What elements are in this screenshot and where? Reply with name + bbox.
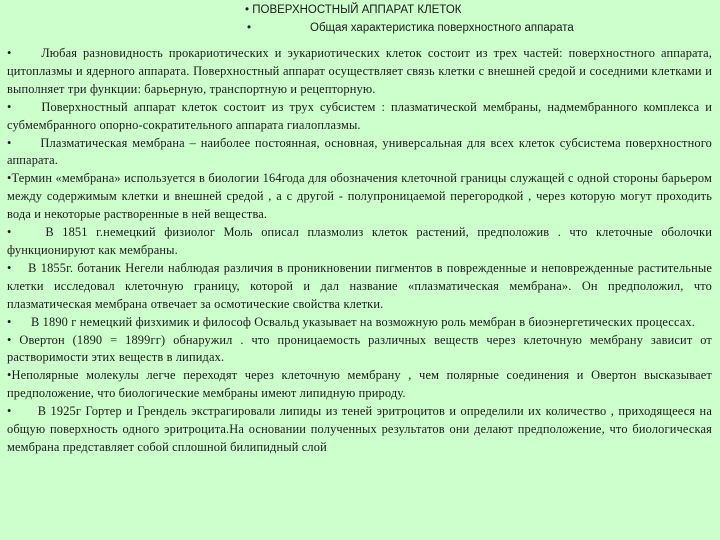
paragraph	[7, 170, 712, 224]
paragraph	[7, 332, 712, 368]
paragraph-text: Поверхностный аппарат клеток состоит из трух субсистем : плазматической мембраны, надмембранного комплекса и субмембранного опорно-сократительного аппарата гиалоплазмы.	[7, 99, 712, 132]
subtitle-line	[7, 21, 712, 45]
paragraph-bullet: •	[7, 135, 41, 150]
title-heading: ПОВЕРХНОСТНЫЙ АППАРАТ КЛЕТОК	[252, 4, 462, 16]
paragraph-text: В 1855г. ботаник Негели наблюдая различия в проникновении пигментов в поврежденные и неповрежденные растительные клетки исследовал клеточную границу, которой и дал название «плазматическая мембрана». Он предположил, что плазматическая мембрана отвечает за осмотические свойства клетки.	[7, 260, 712, 311]
paragraph-bullet: •	[7, 332, 20, 347]
title-heading-line	[7, 3, 712, 21]
paragraph-text: Неполярные молекулы легче переходят через клеточную мембрану , чем полярные соединения и Овертон высказывает предположение, что биологические мембраны имеют липидную природу.	[7, 368, 712, 401]
paragraph-text: В 1925г Гортер и Грендель экстрагировали липиды из теней эритроцитов и определили их количество , приходящееся на общую поверхность одного эритроцита.На основании полученных результатов они делают предположение, что биологическая мембрана представляет собой сплошной билипидный слой	[7, 404, 712, 454]
paragraph-bullet: •	[7, 314, 31, 329]
paragraph-bullet: •	[7, 99, 42, 114]
paragraph	[7, 99, 712, 135]
paragraph-bullet: •	[7, 225, 46, 240]
body-text	[7, 45, 712, 457]
paragraph	[7, 45, 712, 99]
paragraph-text: В 1890 г немецкий физхимик и философ Освальд указывает на возможную роль мембран в биоэнергетических процессах.	[30, 314, 695, 329]
paragraph-bullet: •	[7, 404, 38, 419]
title-bullet: •	[245, 4, 250, 16]
paragraph-text: Любая разновидность прокариотических и эукариотических клеток состоит из трех частей: поверхностного аппарата, цитоплазмы и ядерного аппарата. Поверхностный аппарат осуществляет связь клетки с внешней средой и соседними клетками и выполняет три функции: барьерную, транспортную и рецепторную.	[7, 46, 712, 96]
paragraph	[7, 314, 712, 332]
paragraph	[7, 135, 712, 171]
paragraph-bullet: •	[7, 171, 12, 186]
paragraph-bullet: •	[7, 46, 42, 60]
paragraph-text: Плазматическая мембрана – наиболее постоянная, основная, универсальная для всех клеток субсистема поверхностного аппарата.	[7, 135, 712, 168]
paragraph-text: В 1851 г.немецкий физиолог Моль описал плазмолиз клеток растений, предположив . что клеточные оболочки функционируют как мембраны.	[7, 225, 712, 257]
paragraph-bullet: •	[7, 260, 29, 275]
paragraph-text: Овертон (1890 = 1899гг) обнаружил . что проницаемость различных веществ через клеточную мембрану зависит от растворимости этих веществ в липидах.	[7, 332, 712, 365]
paragraph	[7, 224, 712, 260]
paragraph-text: Термин «мембрана» используется в биологии 164года для обозначения клеточной границы служащей с одной стороны барьером между содержимым клетки и внешней средой , а с другой - полупроницаемой перегородкой , через которую могут проходить вода и некоторые растворенные в ней вещества.	[7, 171, 712, 222]
paragraph	[7, 367, 712, 403]
subtitle-bullet: •	[247, 22, 252, 34]
subtitle: Общая характеристика поверхностного аппарата	[310, 22, 574, 34]
paragraph	[7, 260, 712, 314]
paragraph-bullet: •	[7, 368, 12, 383]
paragraph	[7, 403, 712, 457]
